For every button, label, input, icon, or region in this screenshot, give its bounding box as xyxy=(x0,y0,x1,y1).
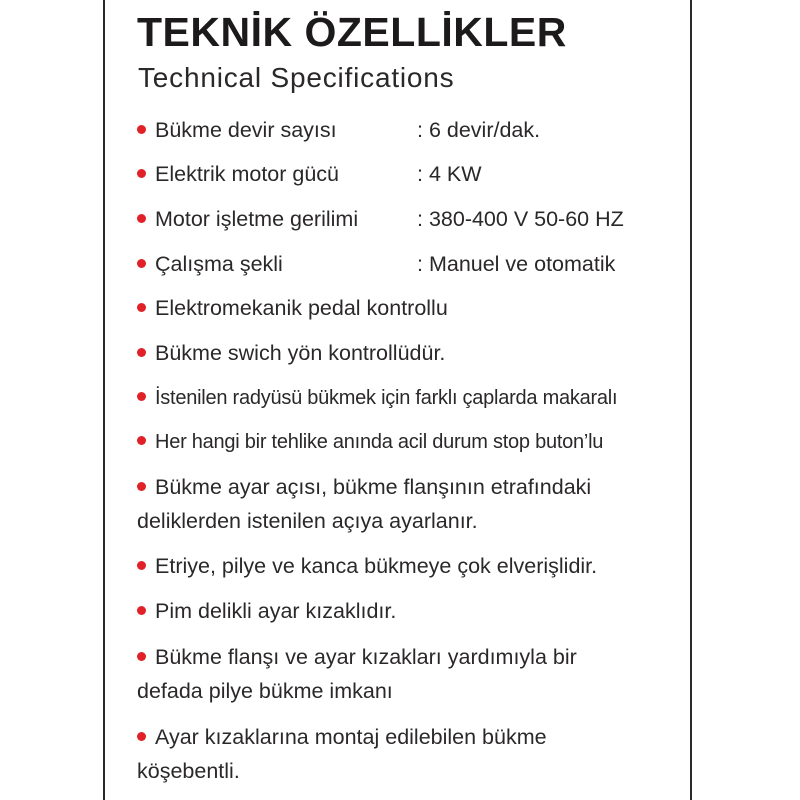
bullet-icon xyxy=(137,732,146,741)
feature-item xyxy=(137,640,577,708)
feature-item xyxy=(137,336,445,370)
feature-item xyxy=(137,425,603,459)
bullet-icon xyxy=(137,169,146,178)
bullet-icon xyxy=(137,214,146,223)
feature-item xyxy=(137,291,448,325)
bullet-icon xyxy=(137,392,146,401)
bullet-icon xyxy=(137,125,146,134)
feature-text: Bükme ayar açısı, bükme flanşının etrafındaki xyxy=(155,475,592,499)
feature-text-continued: köşebentli. xyxy=(137,759,240,783)
bullet-icon xyxy=(137,348,146,357)
feature-text: Her hangi bir tehlike anında acil durum stop buton’lu xyxy=(155,431,604,453)
feature-item xyxy=(137,549,597,583)
feature-text: Etriye, pilye ve kanca bükmeye çok elverişlidir. xyxy=(155,554,598,578)
spec-label: Çalışma şekli xyxy=(155,252,283,276)
spec-value: : Manuel ve otomatik xyxy=(417,252,616,276)
spec-row-operation-mode xyxy=(137,247,616,281)
feature-item xyxy=(137,381,617,415)
feature-text: İstenilen radyüsü bükmek için farklı çaplarda makaralı xyxy=(155,387,618,409)
feature-item xyxy=(137,720,547,788)
bullet-icon xyxy=(137,652,146,661)
feature-text: Elektromekanik pedal kontrollu xyxy=(155,296,448,320)
page-title: TEKNİK ÖZELLİKLER xyxy=(137,9,567,55)
feature-text: Pim delikli ayar kızaklıdır. xyxy=(155,599,397,623)
feature-text-continued: deliklerden istenilen açıya ayarlanır. xyxy=(137,509,478,533)
spec-label: Bükme devir sayısı xyxy=(155,118,337,142)
feature-text-continued: defada pilye bükme imkanı xyxy=(137,679,393,703)
feature-text: Ayar kızaklarına montaj edilebilen bükme xyxy=(155,725,547,749)
bullet-icon xyxy=(137,303,146,312)
bullet-icon xyxy=(137,436,146,445)
spec-label: Motor işletme gerilimi xyxy=(155,207,359,231)
page-subtitle: Technical Specifications xyxy=(138,62,455,93)
bullet-icon xyxy=(137,259,146,268)
feature-item xyxy=(137,594,396,628)
spec-row-bending-speed xyxy=(137,113,541,147)
spec-row-motor-voltage xyxy=(137,202,624,236)
spec-label: Elektrik motor gücü xyxy=(155,162,340,186)
spec-value: : 6 devir/dak. xyxy=(417,118,541,142)
bullet-icon xyxy=(137,482,146,491)
bullet-icon xyxy=(137,606,146,615)
bullet-icon xyxy=(137,561,146,570)
feature-item xyxy=(137,470,591,538)
feature-text: Bükme swich yön kontrollüdür. xyxy=(155,341,446,365)
spec-value: : 4 KW xyxy=(417,162,482,186)
spec-value: : 380-400 V 50-60 HZ xyxy=(417,207,624,231)
feature-text: Bükme flanşı ve ayar kızakları yardımıyla bir xyxy=(155,645,577,669)
spec-row-motor-power xyxy=(137,157,482,191)
